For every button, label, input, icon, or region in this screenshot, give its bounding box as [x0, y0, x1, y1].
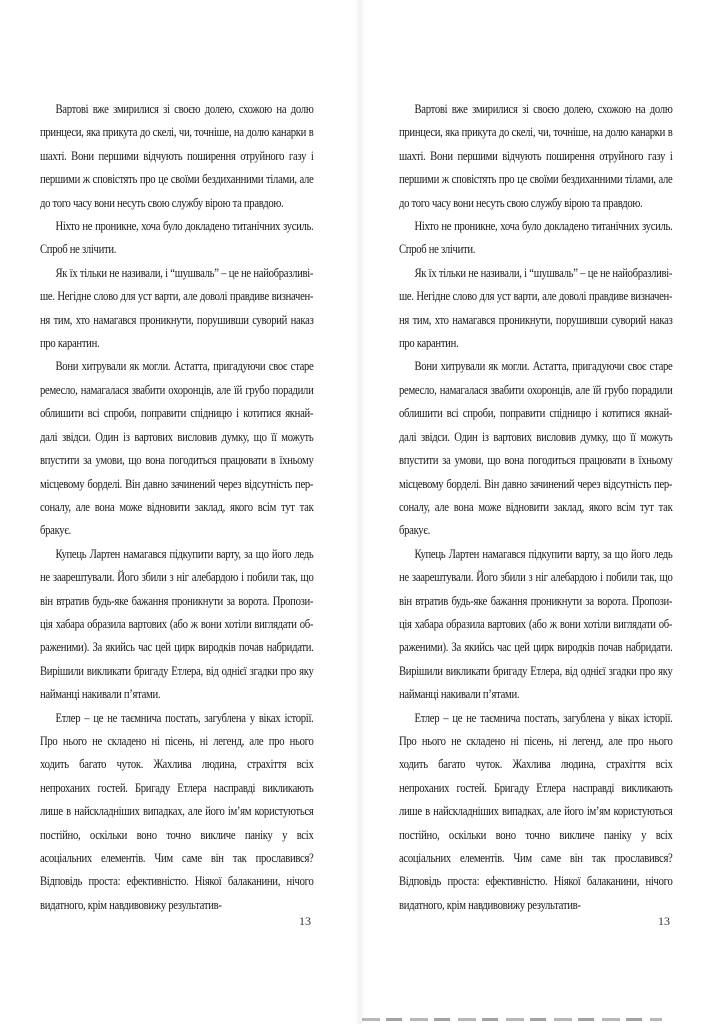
paragraph: Вартові вже змирилися зі своєю долею, схожою на долю принцеси, яка прикута до скелі, чи, точніше, на долю канарки в шахті. Вони першими відчують поширення отруйного газу і першими ж сповістять про це своїми бездиханними тілами, але до того часу вони несуть свою службу вірою та правдою. [40, 102, 314, 210]
paragraph: Купець Лартен намагався підкупити варту, за що його ледь не заарештували. Його збили з ніг алебардою і побили так, що він втратив будь-яке бажання проникнути за ворота. Пропозиція хабара образила вартових (або ж вони хотіли виглядати ображеними). За якийсь час цей цирк виродків почав набридати. Вирішили викликати бригаду Етлера, від однієї згадки про яку найманці накивали п’ятами. [399, 546, 673, 702]
left-page-body [40, 98, 313, 917]
paragraph: Як їх тільки не називали, і “шушваль” – це не найобразливіше. Негідне слово для уст варти, але доволі правдиве визначення тим, хто намагався проникнути, порушивши суворий наказ про карантин. [399, 265, 673, 351]
paragraph: Етлер – це не таємнича постать, загублена у віках історії. Про нього не складено ні пісень, ні легенд, але про нього ходить багато чуток. Жахлива людина, страхіття всіх непроханих гостей. Бригаду Етлера насправді викликають лише в найскладніших випадках, але його ім’ям користуються постійно, оскільки воно точно викличе паніку у всіх асоціальних елементів. Чим саме він так прославився? Відповідь проста: ефективністю. Ніякої балаканини, нічого видатного, крім навдивовижу результатив- [399, 710, 673, 912]
paragraph: Вони хитрували як могли. Астатта, пригадуючи своє старе ремесло, намагалася звабити охоронців, але їй грубо порадили облишити всі спроби, поправити спідницю і котитися якнайдалі звідси. Один із вартових висловив думку, що її можуть впустити за умови, що вона погодиться працювати в їхньому місцевому борделі. Він давно зачинений через відсутність персоналу, але вона може відновити заклад, якого всім тут так бракує. [40, 359, 314, 538]
paragraph: Вони хитрували як могли. Астатта, пригадуючи своє старе ремесло, намагалася звабити охоронців, але їй грубо порадили облишити всі спроби, поправити спідницю і котитися якнайдалі звідси. Один із вартових висловив думку, що її можуть впустити за умови, що вона погодиться працювати в їхньому місцевому борделі. Він давно зачинений через відсутність персоналу, але вона може відновити заклад, якого всім тут так бракує. [399, 359, 673, 538]
left-page [0, 0, 360, 1024]
paragraph: Як їх тільки не називали, і “шушваль” – це не найобразливіше. Негідне слово для уст варти, але доволі правдиве визначення тим, хто намагався проникнути, порушивши суворий наказ про карантин. [40, 265, 314, 351]
paragraph: Вартові вже змирилися зі своєю долею, схожою на долю принцеси, яка прикута до скелі, чи, точніше, на долю канарки в шахті. Вони першими відчують поширення отруйного газу і першими ж сповістять про це своїми бездиханними тілами, але до того часу вони несуть свою службу вірою та правдою. [399, 102, 673, 210]
scan-artifact [362, 1018, 662, 1021]
page-number: 13 [299, 914, 311, 928]
right-page [360, 0, 721, 1024]
paragraph: Етлер – це не таємнича постать, загублена у віках історії. Про нього не складено ні пісень, ні легенд, але про нього ходить багато чуток. Жахлива людина, страхіття всіх непроханих гостей. Бригаду Етлера насправді викликають лише в найскладніших випадках, але його ім’ям користуються постійно, оскільки воно точно викличе паніку у всіх асоціальних елементів. Чим саме він так прославився? Відповідь проста: ефективністю. Ніякої балаканини, нічого видатного, крім навдивовижу результатив- [40, 710, 314, 912]
paragraph: Ніхто не проникне, хоча було докладено титанічних зусиль. Спроб не злічити. [40, 219, 314, 257]
paragraph: Купець Лартен намагався підкупити варту, за що його ледь не заарештували. Його збили з ніг алебардою і побили так, що він втратив будь-яке бажання проникнути за ворота. Пропозиція хабара образила вартових (або ж вони хотіли виглядати ображеними). За якийсь час цей цирк виродків почав набридати. Вирішили викликати бригаду Етлера, від однієї згадки про яку найманці накивали п’ятами. [40, 546, 314, 702]
right-page-body [399, 98, 672, 917]
page-number: 13 [658, 914, 670, 928]
paragraph: Ніхто не проникне, хоча було докладено титанічних зусиль. Спроб не злічити. [399, 219, 673, 257]
